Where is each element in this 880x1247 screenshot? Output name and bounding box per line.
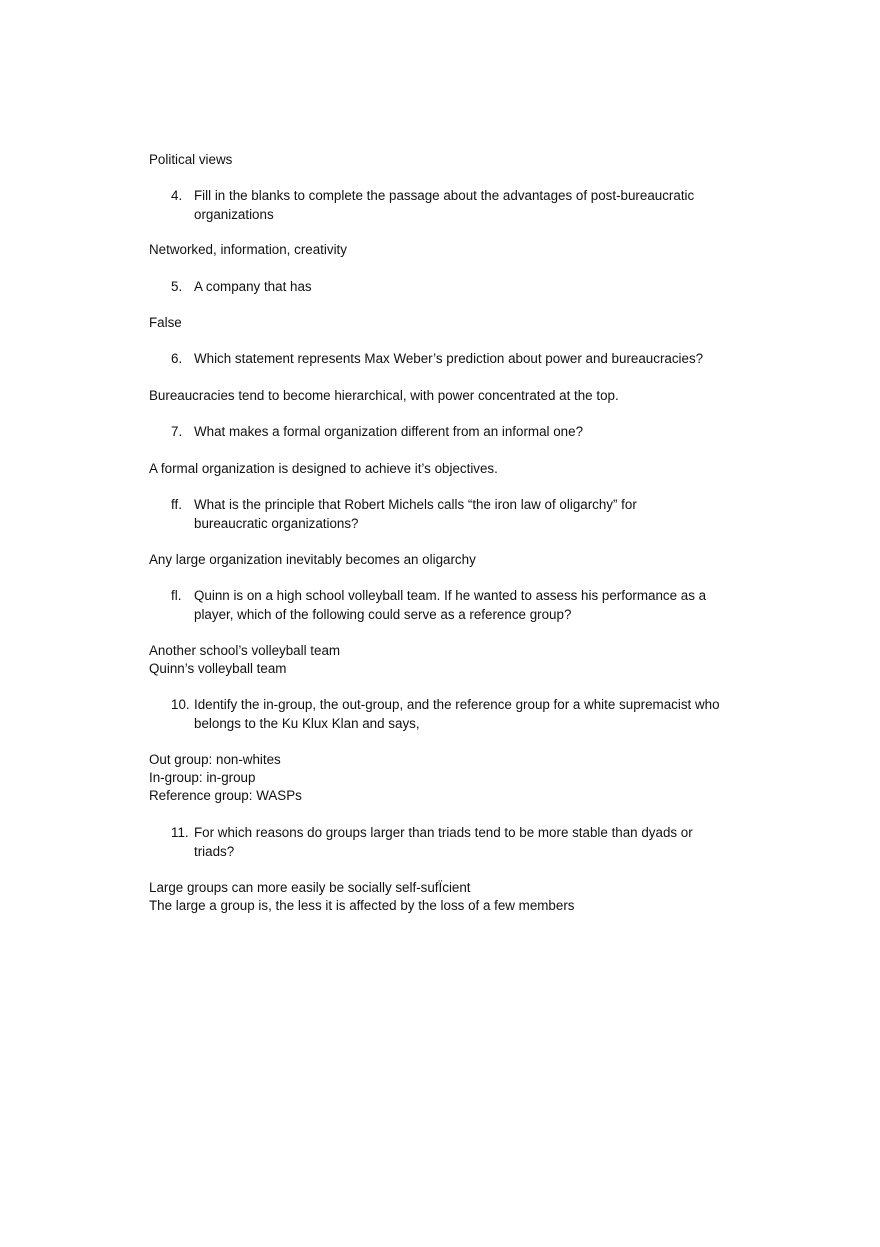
answer-4: Networked, information, creativity — [149, 242, 347, 257]
answer-11-line-2: The large a group is, the less it is affected by the loss of a few members — [149, 898, 575, 913]
question-text: Which statement represents Max Weber’s prediction about power and bureaucracies? — [194, 351, 704, 366]
answer-9-line-1: Another school’s volleyball team — [149, 643, 341, 658]
answer-8: Any large organization inevitably becomes an oligarchy — [149, 552, 476, 567]
question-number: 10. — [171, 697, 190, 712]
answer-7: A formal organization is designed to achieve it’s objectives. — [149, 461, 498, 476]
question-text: A company that has — [194, 279, 312, 294]
question-text: For which reasons do groups larger than triads tend to be more stable than dyads or triads? — [194, 825, 693, 859]
question-number: 5. — [171, 279, 183, 294]
answer-6: Bureaucracies tend to become hierarchical, with power concentrated at the top. — [149, 388, 619, 403]
question-number: fl. — [171, 588, 182, 603]
question-number: 4. — [171, 188, 183, 203]
question-number: 11. — [171, 825, 189, 840]
question-text: What is the principle that Robert Michels calls “the iron law of oligarchy” for bureaucratic organizations? — [194, 497, 637, 531]
question-text: What makes a formal organization different from an informal one? — [194, 424, 584, 439]
answer-10-line-3: Reference group: WASPs — [149, 788, 302, 803]
question-text: Identify the in-group, the out-group, and the reference group for a white supremacist who belongs to the Ku Klux Klan and says, — [194, 697, 720, 731]
question-number: ff. — [171, 497, 182, 512]
answer-political-views: Political views — [149, 152, 233, 167]
question-text: Quinn is on a high school volleyball team. If he wanted to assess his performance as a player, which of the following could serve as a reference group? — [194, 588, 707, 622]
answer-9-line-2: Quinn’s volleyball team — [149, 661, 287, 676]
question-number: 7. — [171, 424, 183, 439]
answer-5: False — [149, 315, 182, 330]
answer-11-line-1: Large groups can more easily be socially self-sufÏcient — [149, 880, 471, 895]
question-text: Fill in the blanks to complete the passage about the advantages of post-bureaucratic organizations — [194, 188, 695, 222]
question-number: 6. — [171, 351, 183, 366]
answer-10-line-1: Out group: non-whites — [149, 752, 281, 767]
answer-10-line-2: In-group: in-group — [149, 770, 256, 785]
